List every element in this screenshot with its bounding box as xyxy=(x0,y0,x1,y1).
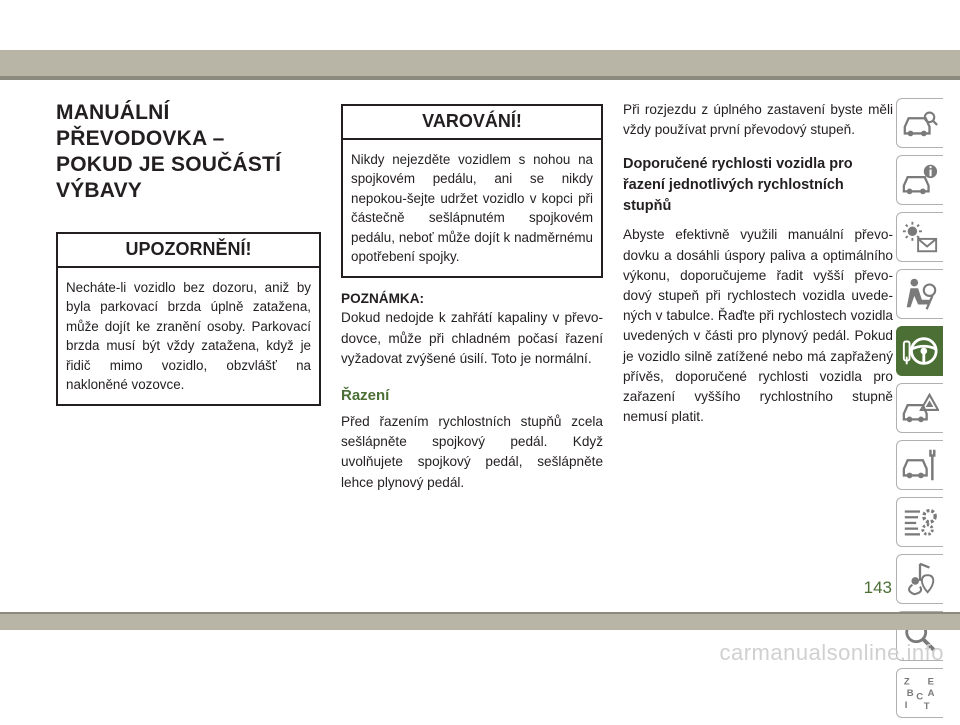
tab-car-search[interactable] xyxy=(896,98,943,148)
tab-index[interactable] xyxy=(896,668,943,718)
page-number: 143 xyxy=(863,578,892,597)
tab-warning-lights[interactable] xyxy=(896,212,943,262)
watermark: carmanualsonline.info xyxy=(719,640,944,665)
section-title-line-1: MANUÁLNÍ PŘEVODOVKA – xyxy=(56,101,225,150)
column-1 xyxy=(56,100,321,406)
tab-starting-operating[interactable] xyxy=(896,326,943,376)
alphabet-index-icon xyxy=(901,674,939,712)
index-letter-e: E xyxy=(927,676,934,688)
index-letter-i: I xyxy=(904,700,908,712)
intro-text: Při rozjezdu z úplného zastavení byste měli vždy používat první převodový stupeň. xyxy=(623,102,893,138)
chapter-tabs xyxy=(896,98,946,725)
spec-list-gear-icon xyxy=(901,503,939,541)
steering-wheel-key-icon xyxy=(901,332,939,370)
tab-safety[interactable] xyxy=(896,269,943,319)
index-letter-a: A xyxy=(927,687,935,699)
index-letter-z: Z xyxy=(903,676,910,688)
index-letter-b: B xyxy=(906,687,914,699)
warning-box xyxy=(341,104,603,278)
airbag-child-seat-icon xyxy=(901,275,939,313)
index-letter-c: C xyxy=(916,691,924,703)
section-title xyxy=(56,100,321,204)
tab-servicing[interactable] xyxy=(896,440,943,490)
tab-specifications[interactable] xyxy=(896,497,943,547)
car-hazard-icon xyxy=(901,389,939,427)
column-3 xyxy=(623,100,893,427)
caution-box xyxy=(56,232,321,406)
footer-band xyxy=(0,614,960,630)
caution-heading: UPOZORNĚNÍ! xyxy=(58,234,319,268)
warning-light-message-icon xyxy=(901,218,939,256)
car-info-icon xyxy=(901,161,939,199)
caution-text: Necháte-li vozidlo bez dozoru, aniž by byla parkovací brzda úplně zatažena, může dojít ke zranění osoby. Parkovací brzda musí být vždy zatažena, když je řidič mimo vozidlo, obzvlášť na nakloněné vozovce. xyxy=(66,280,311,393)
column-2 xyxy=(341,104,603,493)
header-band-line xyxy=(0,76,960,80)
tab-car-info[interactable] xyxy=(896,155,943,205)
note-text: Dokud nedojde k zahřátí kapaliny v převo-dovce, může při chladném počasí řazení vyžadovat zvýšené úsilí. Toto je normální. xyxy=(341,310,603,366)
tab-multimedia[interactable] xyxy=(896,554,943,604)
note-label: POZNÁMKA: xyxy=(341,291,425,307)
car-search-icon xyxy=(901,104,939,142)
shifting-heading: Řazení xyxy=(341,387,390,405)
tab-emergency[interactable] xyxy=(896,383,943,433)
warning-heading: VAROVÁNÍ! xyxy=(343,106,601,140)
top-margin xyxy=(0,0,960,50)
warning-text: Nikdy nejezděte vozidlem s nohou na spojkovém pedálu, ani se nikdy nepokou-šejte udržet vozidlo v kopci při částečně sešlápnutém spojkovém pedálu, neboť může dojít k nadměrnému opotřebení spojky. xyxy=(351,152,593,265)
index-letter-t: T xyxy=(923,701,930,712)
multimedia-navigation-icon xyxy=(901,560,939,598)
speeds-heading: Doporučené rychlosti vozidla pro řazení jednotlivých rychlostních stupňů xyxy=(623,156,853,215)
section-title-line-3: VÝBAVY xyxy=(56,179,142,202)
car-wrench-icon xyxy=(901,446,939,484)
section-title-line-2: POKUD JE SOUČÁSTÍ xyxy=(56,153,282,176)
shifting-text: Před řazením rychlostních stupňů zcela sešlápněte spojkový pedál. Když uvolňujete spojkový pedál, sešlápněte lehce plynový pedál. xyxy=(341,414,603,490)
speeds-text: Abyste efektivně využili manuální převo-dovku a dosáhli úspory paliva a optimálního výkonu, doporučujeme řadit vyšší převo-dový stupeň při rychlostech vozidla uvede-ných v tabulce. Řaďte při rychlostech vozidla uvedených v části pro plynový pedál. Pokud je vozidlo silně zatížené nebo má zapřažený přívěs, doporučené rychlosti vozidla pro zařazení vyššího rychlostního stupně nemusí platit. xyxy=(623,227,893,425)
header-band xyxy=(0,50,960,76)
